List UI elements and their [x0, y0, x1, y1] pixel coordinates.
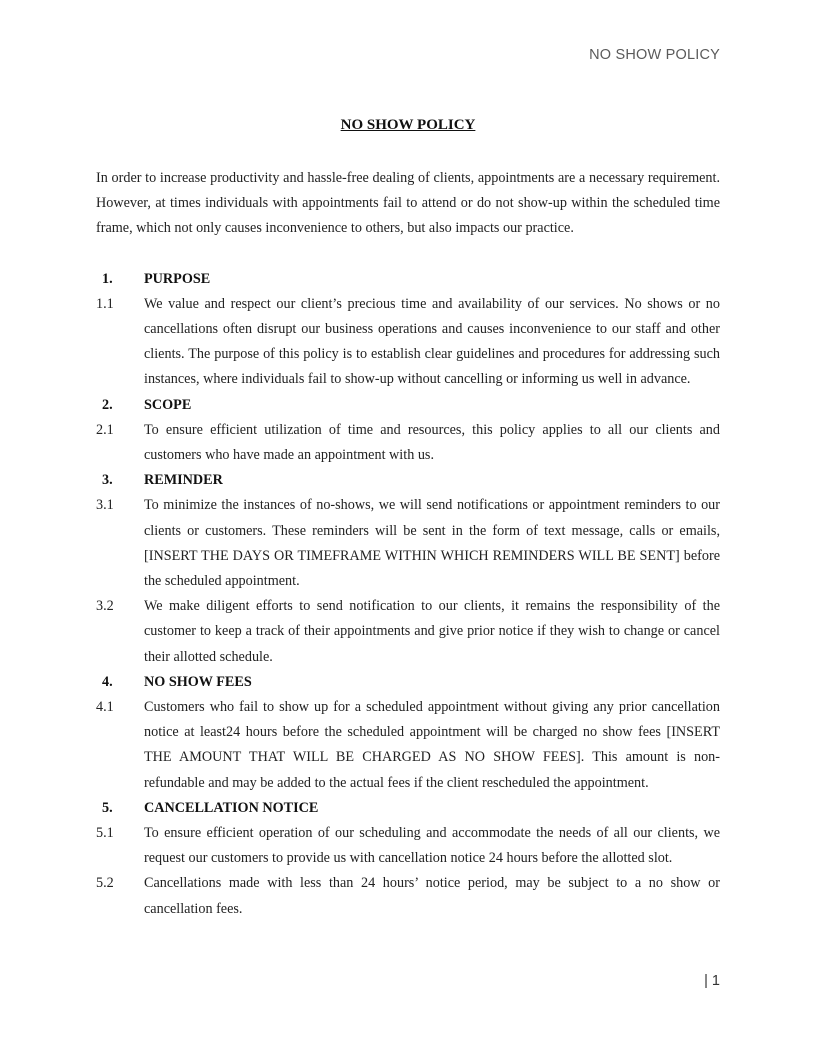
section-number: 2.: [102, 396, 113, 413]
clause-text: To ensure efficient operation of our scheduling and accommodate the needs of all our clients, we request our customers to provide us with cancellation notice 24 hours before the allotted slot.: [144, 825, 720, 867]
clause-number: 3.1: [96, 497, 114, 514]
section-heading-no-show-fees: [96, 670, 720, 695]
section-heading-reminder: [96, 468, 720, 493]
clause-4-1: [96, 695, 720, 796]
section-title: CANCELLATION NOTICE: [144, 799, 319, 816]
section-number: 4.: [102, 673, 113, 690]
section-heading-scope: [96, 393, 720, 418]
clause-text: To minimize the instances of no-shows, we will send notifications or appointment reminders to our clients or customers. These reminders will be sent in the form of text message, calls or emails, [INSERT THE DAYS OR TIMEFRAME WITHIN WHICH REMINDERS WILL BE SENT] before the scheduled appointment.: [144, 497, 720, 590]
clause-number: 2.1: [96, 421, 114, 438]
clause-2-1: [96, 418, 720, 468]
clause-text: We make diligent efforts to send notification to our clients, it remains the responsibility of the customer to keep a track of their appointments and give prior notice if they wish to change or cancel their allotted schedule.: [144, 598, 720, 665]
page-number: | 1: [704, 973, 720, 989]
clause-1-1: [96, 292, 720, 393]
clause-number: 1.1: [96, 295, 114, 312]
clause-number: 3.2: [96, 598, 114, 615]
section-number: 3.: [102, 472, 113, 489]
clause-5-2: [96, 871, 720, 921]
clause-text: To ensure efficient utilization of time and resources, this policy applies to all our clients and customers who have made an appointment with us.: [144, 421, 720, 464]
section-heading-purpose: [96, 267, 720, 292]
clause-3-2: [96, 594, 720, 670]
section-number: 1.: [102, 270, 113, 287]
section-title: NO SHOW FEES: [144, 673, 252, 690]
intro-paragraph: In order to increase productivity and hassle-free dealing of clients, appointments are a necessary requirement. However, at times individuals with appointments fail to attend or do not show-up within the scheduled time frame, which not only causes inconvenience to others, but also impacts our practice.: [96, 170, 720, 237]
clause-text: Cancellations made with less than 24 hours’ notice period, may be subject to a no show or cancellation fees.: [144, 875, 720, 917]
clause-text: Customers who fail to show up for a scheduled appointment without giving any prior cancellation notice at least24 hours before the scheduled appointment will be charged no show fees [INSERT THE AMOUNT THAT WILL BE CHARGED AS NO SHOW FEES]. This amount is non-refundable and may be added to the actual fees if the client rescheduled the appointment.: [144, 699, 720, 791]
clause-text: We value and respect our client’s precious time and availability of our services. No shows or no cancellations often disrupt our business operations and causes inconvenience to our staff and other clients. The purpose of this policy is to establish clear guidelines and procedures for addressing such instances, where individuals fail to show-up without cancelling or informing us well in advance.: [144, 295, 720, 388]
section-heading-cancellation-notice: [96, 796, 720, 821]
document-body: [96, 166, 720, 922]
clause-number: 5.1: [96, 825, 114, 842]
section-title: PURPOSE: [144, 270, 211, 287]
page-header: NO SHOW POLICY: [589, 47, 720, 63]
section-title: REMINDER: [144, 472, 223, 489]
clause-number: 5.2: [96, 875, 114, 892]
section-title: SCOPE: [144, 396, 192, 413]
document-title: NO SHOW POLICY: [340, 117, 476, 133]
section-number: 5.: [102, 799, 113, 816]
clause-5-1: [96, 821, 720, 871]
clause-3-1: [96, 493, 720, 594]
clause-number: 4.1: [96, 699, 114, 716]
